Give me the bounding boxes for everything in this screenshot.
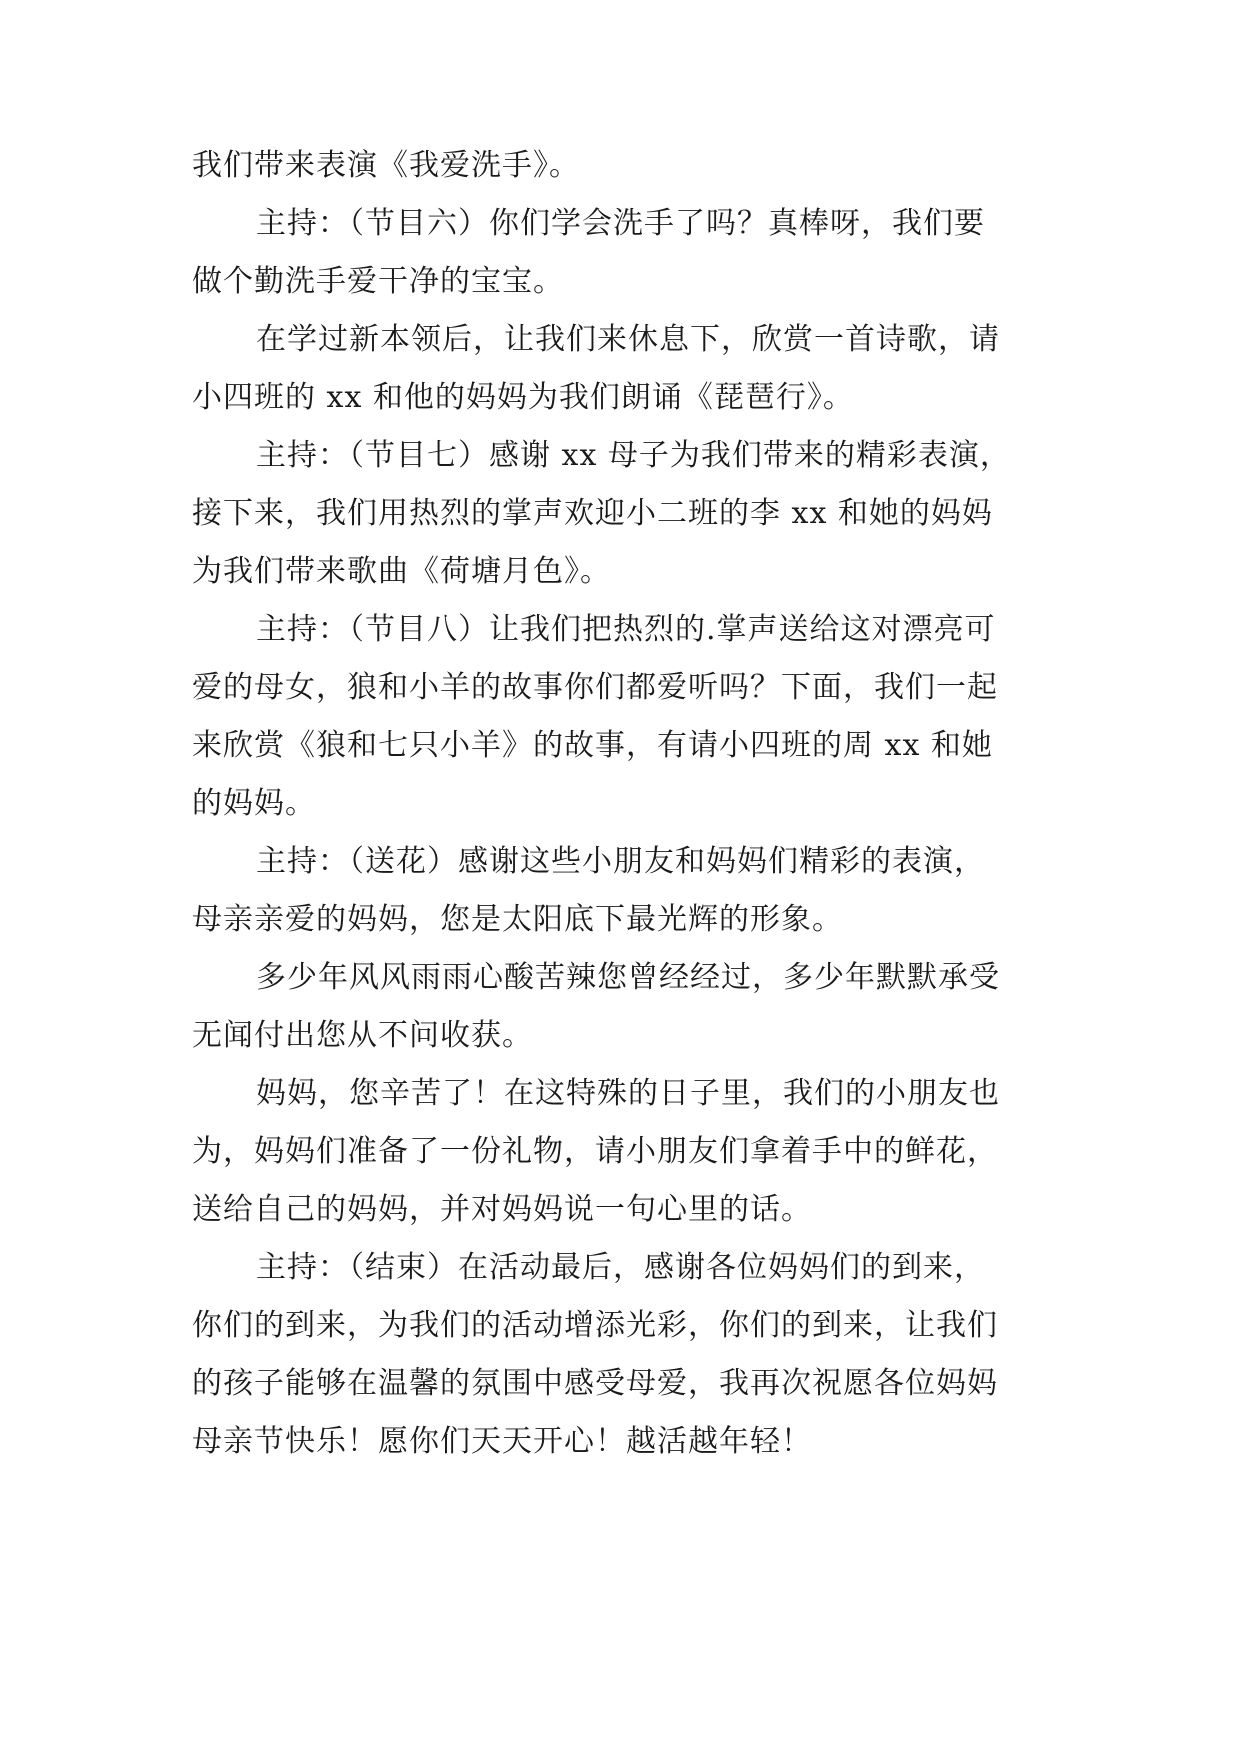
text-line: 小四班的 xx 和他的妈妈为我们朗诵《琵琶行》。 xyxy=(192,380,854,415)
text-line: 为，妈妈们准备了一份礼物，请小朋友们拿着手中的鲜花， xyxy=(192,1134,998,1169)
text-line: 送给自己的妈妈，并对妈妈说一句心里的话。 xyxy=(192,1192,812,1227)
text-line: 来欣赏《狼和七只小羊》的故事，有请小四班的周 xx 和她 xyxy=(192,728,993,763)
text-line: 接下来，我们用热烈的掌声欢迎小二班的李 xx 和她的妈妈 xyxy=(192,496,993,531)
text-line: 主持：（节目七）感谢 xx 母子为我们带来的精彩表演， xyxy=(256,438,1011,473)
text-line: 爱的母女，狼和小羊的故事你们都爱听吗？下面，我们一起 xyxy=(192,670,998,705)
text-line: 主持：（结束）在活动最后，感谢各位妈妈们的到来， xyxy=(256,1250,985,1285)
text-line: 妈妈，您辛苦了！在这特殊的日子里，我们的小朋友也 xyxy=(256,1076,1000,1111)
text-line: 多少年风风雨雨心酸苦辣您曾经经过，多少年默默承受 xyxy=(256,960,1000,995)
text-line: 为我们带来歌曲《荷塘月色》。 xyxy=(192,554,611,589)
text-line: 的孩子能够在温馨的氛围中感受母爱，我再次祝愿各位妈妈 xyxy=(192,1366,998,1401)
text-line: 在学过新本领后，让我们来休息下，欣赏一首诗歌，请 xyxy=(256,322,1000,357)
text-line: 主持：（节目六）你们学会洗手了吗？真棒呀，我们要 xyxy=(256,206,985,241)
text-line: 我们带来表演《我爱洗手》。 xyxy=(192,148,580,183)
text-line: 主持：（节目八）让我们把热烈的.掌声送给这对漂亮可 xyxy=(256,612,996,647)
text-line: 无闻付出您从不问收获。 xyxy=(192,1018,533,1053)
text-line: 母亲亲爱的妈妈，您是太阳底下最光辉的形象。 xyxy=(192,902,843,937)
text-line: 你们的到来，为我们的活动增添光彩，你们的到来，让我们 xyxy=(192,1308,998,1343)
text-line: 的妈妈。 xyxy=(192,786,316,821)
text-line: 主持：（送花）感谢这些小朋友和妈妈们精彩的表演， xyxy=(256,844,985,879)
text-line: 母亲节快乐！愿你们天天开心！越活越年轻！ xyxy=(192,1424,812,1459)
text-line: 做个勤洗手爱干净的宝宝。 xyxy=(192,264,564,299)
